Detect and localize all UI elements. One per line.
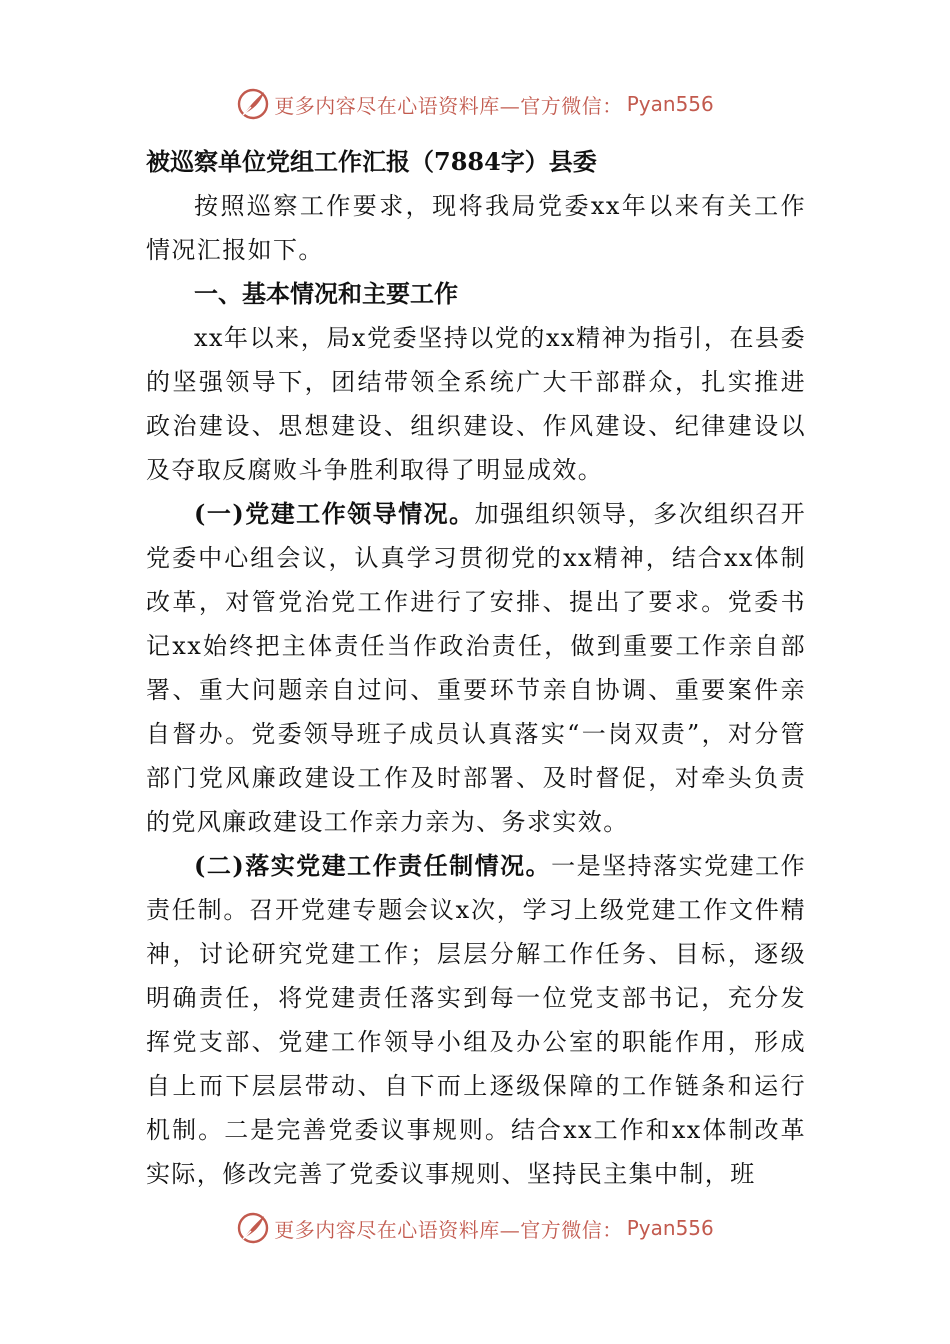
section-heading-1: 一、基本情况和主要工作 [194, 279, 458, 308]
watermark-text: 更多内容尽在心语资料库—官方微信： [274, 1217, 623, 1242]
document-body [146, 140, 806, 1196]
intro-paragraph: 按照巡察工作要求，现将我局党委xx年以来有关工作情况汇报如下。 [146, 192, 806, 264]
watermark-text: 更多内容尽在心语资料库—官方微信： [274, 93, 623, 118]
subsection-1-heading: (一)党建工作领导情况。 [194, 499, 475, 528]
quill-logo-icon [236, 87, 270, 121]
watermark-wechat-id: Pyan556 [626, 1216, 714, 1240]
watermark-banner-top [0, 82, 950, 126]
quill-logo-icon [236, 1211, 270, 1245]
subsection-2-heading: (二)落实党建工作责任制情况。 [194, 851, 552, 880]
subsection-2-paragraph [146, 844, 806, 1196]
section-1-paragraph: xx年以来，局x党委坚持以党的xx精神为指引，在县委的坚强领导下，团结带领全系统广大干部群众，扎实推进政治建设、思想建设、组织建设、作风建设、纪律建设以及夺取反腐败斗争胜利取得了明显成效。 [146, 324, 806, 484]
subsection-1-body: 加强组织领导，多次组织召开党委中心组会议，认真学习贯彻党的xx精神，结合xx体制改革，对管党治党工作进行了安排、提出了要求。党委书记xx始终把主体责任当作政治责任，做到重要工作亲自部署、重大问题亲自过问、重要环节亲自协调、重要案件亲自督办。党委领导班子成员认真落实“一岗双责”，对分管部门党风廉政建设工作及时部署、及时督促，对牵头负责的党风廉政建设工作亲力亲为、务求实效。 [146, 500, 806, 836]
watermark-banner-bottom [0, 1206, 950, 1250]
document-title: 被巡察单位党组工作汇报（7884字）县委 [146, 147, 597, 176]
watermark-wechat-id: Pyan556 [626, 92, 714, 116]
subsection-1-paragraph [146, 492, 806, 844]
subsection-2-body: 一是坚持落实党建工作责任制。召开党建专题会议x次，学习上级党建工作文件精神，讨论研究党建工作；层层分解工作任务、目标，逐级明确责任，将党建责任落实到每一位党支部书记，充分发挥党支部、党建工作领导小组及办公室的职能作用，形成自上而下层层带动、自下而上逐级保障的工作链条和运行机制。二是完善党委议事规则。结合xx工作和xx体制改革实际，修改完善了党委议事规则、坚持民主集中制，班 [146, 852, 806, 1188]
